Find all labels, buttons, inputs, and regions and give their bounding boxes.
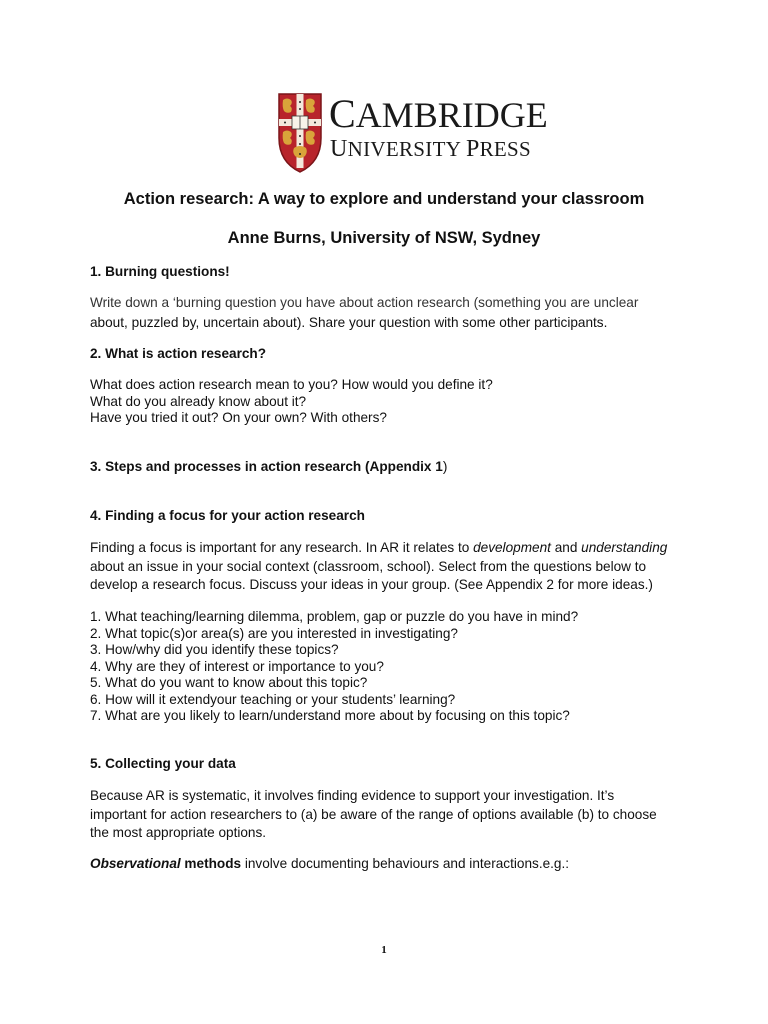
logo-wordmark-university-press: UNIVERSITY PRESS — [330, 136, 531, 162]
section-5-heading: 5. Collecting your data — [90, 756, 236, 771]
section-5-line-3: the most appropriate options. — [90, 825, 267, 840]
section-2-body — [90, 377, 690, 427]
question-item: 2. What topic(s)or area(s) are you interested in investigating? — [90, 625, 458, 641]
section-5-observational — [90, 856, 690, 873]
section-2-line-2: What do you already know about it? — [90, 393, 307, 409]
page-number: 1 — [381, 944, 387, 956]
section-4-heading: 4. Finding a focus for your action research — [90, 508, 365, 523]
section-4-line-2: about an issue in your social context (classroom, school). Select from the questions below to — [90, 558, 647, 574]
logo-wordmark-cambridge: CAMBRIDGE — [329, 91, 548, 136]
section-2 — [90, 346, 690, 363]
section-1-body — [90, 295, 690, 331]
section-1-line-1: Write down a ‘burning question you have about action research (something you are unclear — [90, 295, 639, 310]
document-title: Action research: A way to explore and understand your classroom — [123, 190, 645, 208]
section-2-line-3: Have you tried it out? On your own? With others? — [90, 410, 387, 425]
section-3 — [90, 459, 690, 476]
section-5-body — [90, 788, 690, 842]
document-author: Anne Burns, University of NSW, Sydney — [227, 229, 541, 247]
section-4-line-3: develop a research focus. Discuss your ideas in your group. (See Appendix 2 for more ideas.) — [90, 577, 653, 592]
section-4-questions — [90, 609, 690, 725]
section-4-body — [90, 540, 690, 594]
question-item: 3. How/why did you identify these topics? — [90, 642, 339, 657]
section-4-line-1: Finding a focus is important for any research. In AR it relates to development and understanding — [90, 540, 668, 555]
section-1-line-2: about, puzzled by, uncertain about). Share your question with some other participants. — [90, 314, 608, 330]
section-5-line-2: important for action researchers to (a) be aware of the range of options available (b) to choose — [90, 806, 657, 822]
question-item: 5. What do you want to know about this topic? — [90, 675, 368, 690]
section-3-heading: 3. Steps and processes in action research (Appendix 1) — [90, 459, 448, 474]
cambridge-logo — [277, 91, 548, 176]
question-item: 6. How will it extendyour teaching or your students’ learning? — [90, 691, 456, 707]
section-4 — [90, 508, 690, 525]
question-item: 4. Why are they of interest or importance to you? — [90, 658, 384, 674]
section-5 — [90, 756, 690, 773]
section-5-line-1: Because AR is systematic, it involves finding evidence to support your investigation. It’s — [90, 788, 615, 803]
question-item: 1. What teaching/learning dilemma, problem, gap or puzzle do you have in mind? — [90, 609, 579, 624]
section-2-line-1: What does action research mean to you? How would you define it? — [90, 377, 493, 392]
cambridge-shield-icon — [277, 92, 323, 174]
section-1-heading: 1. Burning questions! — [90, 264, 230, 279]
section-1 — [90, 264, 690, 281]
section-2-heading: 2. What is action research? — [90, 346, 267, 361]
observational-methods-line: Observational methods involve documenting behaviours and interactions.e.g.: — [90, 856, 570, 871]
question-item: 7. What are you likely to learn/understand more about by focusing on this topic? — [90, 708, 570, 723]
